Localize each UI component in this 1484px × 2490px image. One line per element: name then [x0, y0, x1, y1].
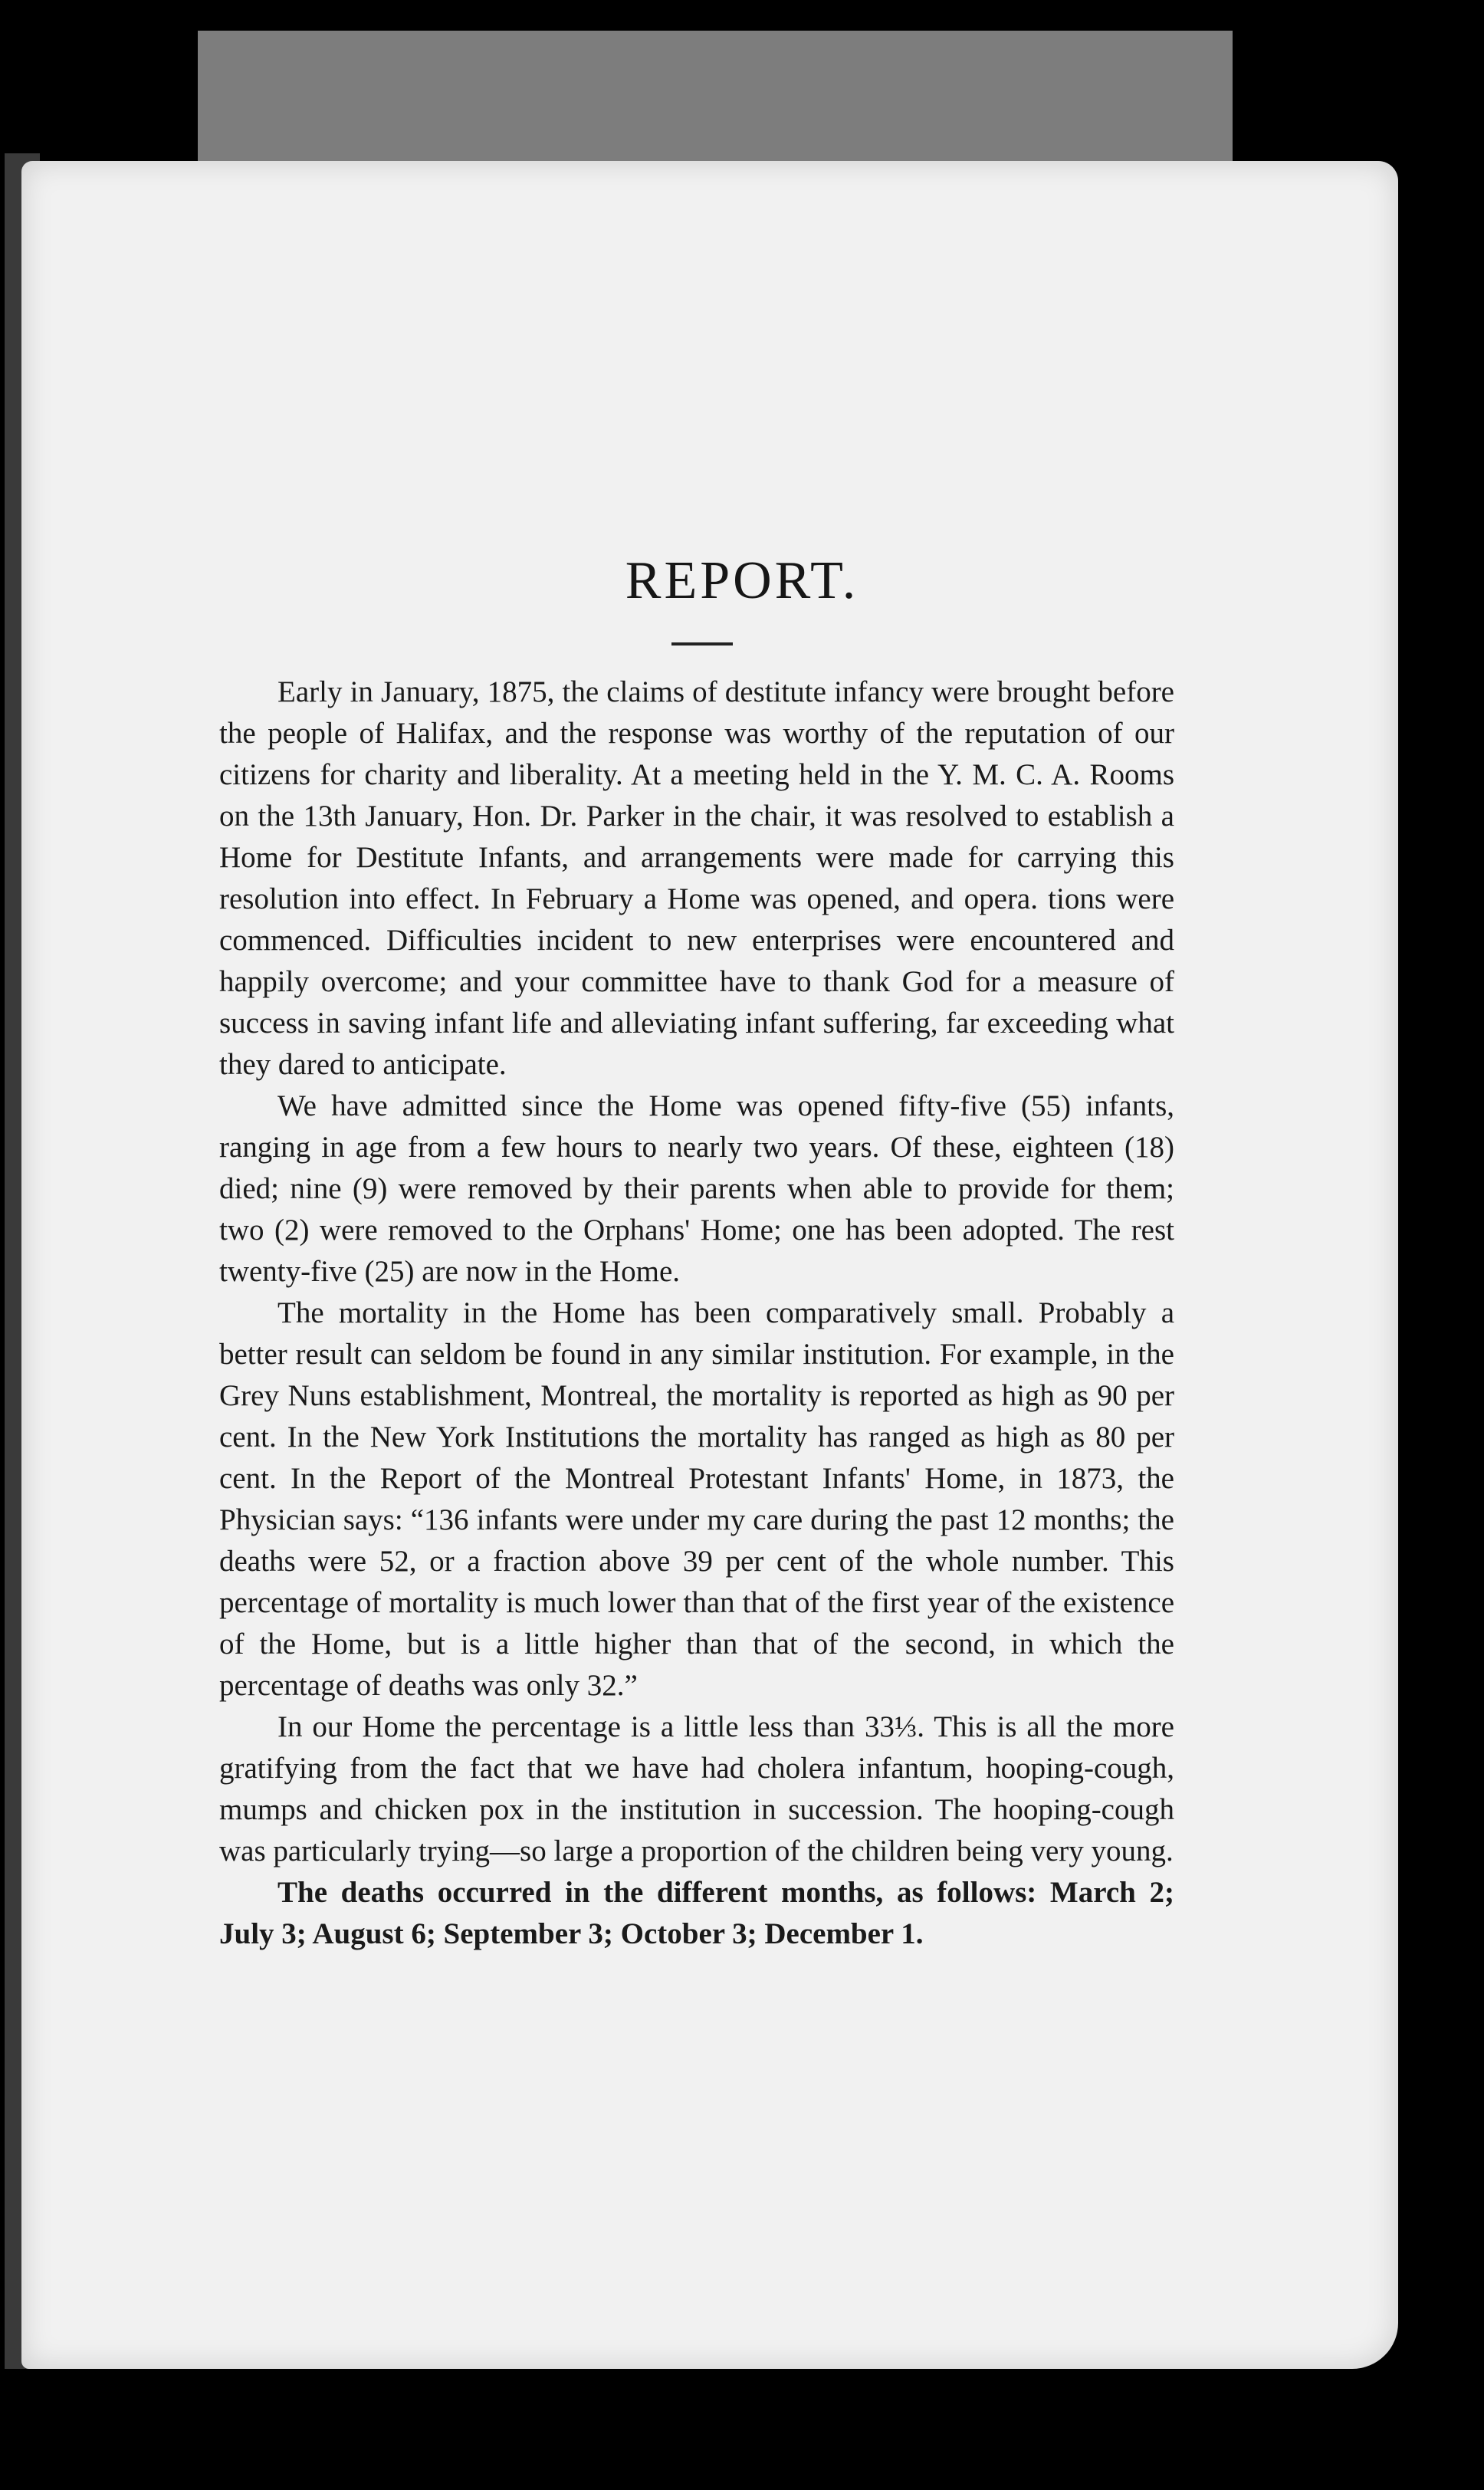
title-rule — [671, 642, 733, 645]
paragraph-founding: Early in January, 1875, the claims of destitute infancy were brought before the people of Halifax, and the response was worthy of the reputation of our citizens for charity and liberality. At a meeting held in the Y. M. C. A. Rooms on the 13th January, Hon. Dr. Parker in the chair, it was resolved to establish a Home for Destitute Infants, and arrangements were made for carrying this resolution into effect. In February a Home was opened, and opera. tions were commenced. Difficulties incident to new enterprises were encountered and happily overcome; and your committee have to thank God for a measure of success in saving infant life and alleviating infant suffering, far exceeding what they dared to anticipate. — [219, 675, 1174, 1081]
report-body — [219, 672, 1174, 1955]
report-title: REPORT. — [625, 551, 859, 610]
paragraph-percentage: In our Home the percentage is a little less than 33⅓. This is all the more gratifying from the fact that we have had cholera infantum, hooping-cough, mumps and chicken pox in the institution in succession. The hooping-cough was particularly trying—so large a proportion of the children being very young. — [219, 1710, 1174, 1868]
paragraph-admissions: We have admitted since the Home was opened fifty-five (55) infants, ranging in age from a few hours to nearly two years. Of these, eighteen (18) died; nine (9) were removed by their parents when able to provide for them; two (2) were removed to the Orphans' Home; one has been adopted. The rest twenty-five (25) are now in the Home. — [219, 1089, 1174, 1288]
paragraph-mortality: The mortality in the Home has been comparatively small. Probably a better result can seldom be found in any similar institution. For example, in the Grey Nuns establishment, Montreal, the mortality is reported as high as 90 per cent. In the New York Institutions the mortality has ranged as high as 80 per cent. In the Report of the Montreal Protestant Infants' Home, in 1873, the Physician says: “136 infants were under my care during the past 12 months; the deaths were 52, or a fraction above 39 per cent of the whole number. This percentage of mortality is much lower than that of the first year of the existence of the Home, but is a little higher than that of the second, in which the percentage of deaths was only 32.” — [219, 1296, 1174, 1702]
paragraph-deaths-by-month: The deaths occurred in the different months, as follows: March 2; July 3; August 6; September 3; October 3; December 1. — [219, 1876, 1174, 1950]
